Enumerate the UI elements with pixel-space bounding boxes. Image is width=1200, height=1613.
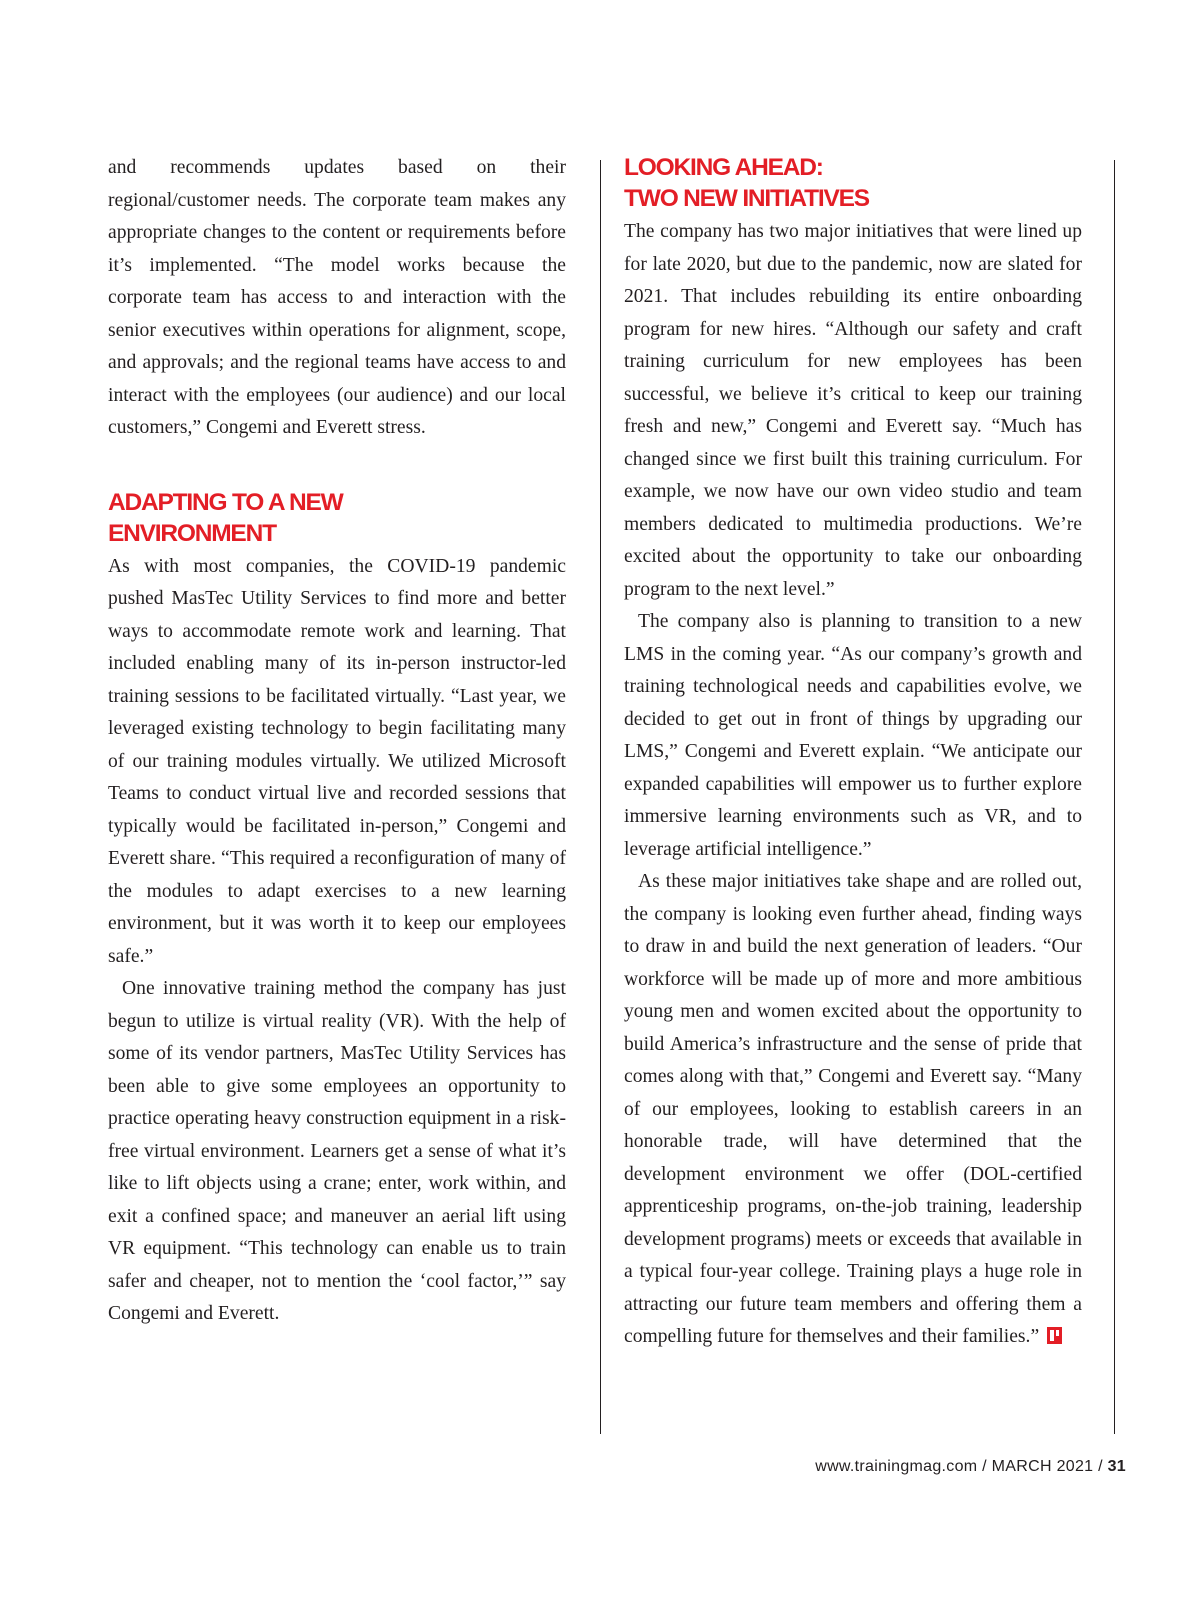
section-heading-adapting (108, 487, 566, 549)
heading-line-1: LOOKING AHEAD: (624, 154, 823, 181)
body-paragraph: The company also is planning to transition to a new LMS in the coming year. “As our company’s growth and training technological needs and capabilities evolve, we decided to get out in front of things by upgrading our LMS,” Congemi and Everett explain. “We anticipate our expanded capabilities will empower us to further explore immersive learning environments such as VR, and to leverage artificial intelligence.” (624, 611, 1082, 860)
right-column (624, 152, 1082, 1354)
page-footer (815, 1458, 1126, 1476)
heading-line-2: TWO NEW INITIATIVES (624, 185, 869, 212)
page-number: 31 (1107, 1458, 1126, 1475)
body-paragraph: As with most companies, the COVID-19 pandemic pushed MasTec Utility Services to find more and better ways to accommodate remote work and learning. That included enabling many of its in-person instructor-led training sessions to be facilitated virtually. “Last year, we leveraged existing technology to begin facilitating many of our training modules virtually. We utilized Microsoft Teams to conduct virtual live and recorded sessions that typically would be facilitated in-person,” Congemi and Everett share. “This required a reconfiguration of many of the modules to adapt exercises to a new learning environment, but it was worth it to keep our employees safe.” (108, 555, 566, 967)
heading-line-1: ADAPTING TO A NEW (108, 488, 343, 516)
final-paragraph-text: As these major initiatives take shape and are rolled out, the company is looking even further ahead, finding ways to draw in and build the next generation of leaders. “Our workforce will be made up of more and more ambitious young men and women excited about the opportunity to build America’s infrastructure and the sense of pride that comes along with that,” Congemi and Everett say. “Many of our employees, looking to establish careers in an honorable trade, will have determined that the development environment we offer (DOL-certified apprenticeship programs, on-the-job training, leadership development programs) meets or exceeds that available in a typical four-year college. Training plays a huge role in attracting our future team members and offering them a compelling future for themselves and their families.” (624, 871, 1082, 1347)
final-paragraph (624, 866, 1082, 1354)
footer-site-date: www.trainingmag.com / MARCH 2021 / (815, 1458, 1108, 1475)
intro-paragraph: and recommends updates based on their regional/customer needs. The corporate team makes any appropriate changes to the content or requirements before it’s implemented. “The model works because the corporate team has access to and interaction with the senior executives within operations for alignment, scope, and approvals; and the regional teams have access to and interact with the employees (our audience) and our local customers,” Congemi and Everett stress. (108, 157, 566, 438)
end-mark-icon (1047, 1327, 1062, 1344)
heading-line-2: ENVIRONMENT (108, 519, 276, 547)
body-paragraph: One innovative training method the company has just begun to utilize is virtual reality (VR). With the help of some of its vendor partners, MasTec Utility Services has been able to give some employees an opportunity to practice operating heavy construction equipment in a risk-free virtual environment. Learners get a sense of what it’s like to lift objects using a crane; enter, work within, and exit a confined space; and maneuver an aerial lift using VR equipment. “This technology can enable us to train safer and cheaper, not to mention the ‘cool factor,’” say Congemi and Everett. (108, 978, 566, 1324)
section-heading-looking-ahead (624, 152, 1082, 214)
column-divider (600, 160, 601, 1434)
left-column (108, 152, 566, 1331)
body-paragraph: The company has two major initiatives that were lined up for late 2020, but due to the pandemic, now are slated for 2021. That includes rebuilding its entire onboarding program for new hires. “Although our safety and craft training curriculum for new employees has been successful, we believe it’s critical to keep our training fresh and new,” Congemi and Everett say. “Much has changed since we first built this training curriculum. For example, we now have our own video studio and team members dedicated to multimedia productions. We’re excited about the opportunity to take our onboarding program to the next level.” (624, 221, 1082, 600)
column-divider-right (1114, 160, 1115, 1434)
